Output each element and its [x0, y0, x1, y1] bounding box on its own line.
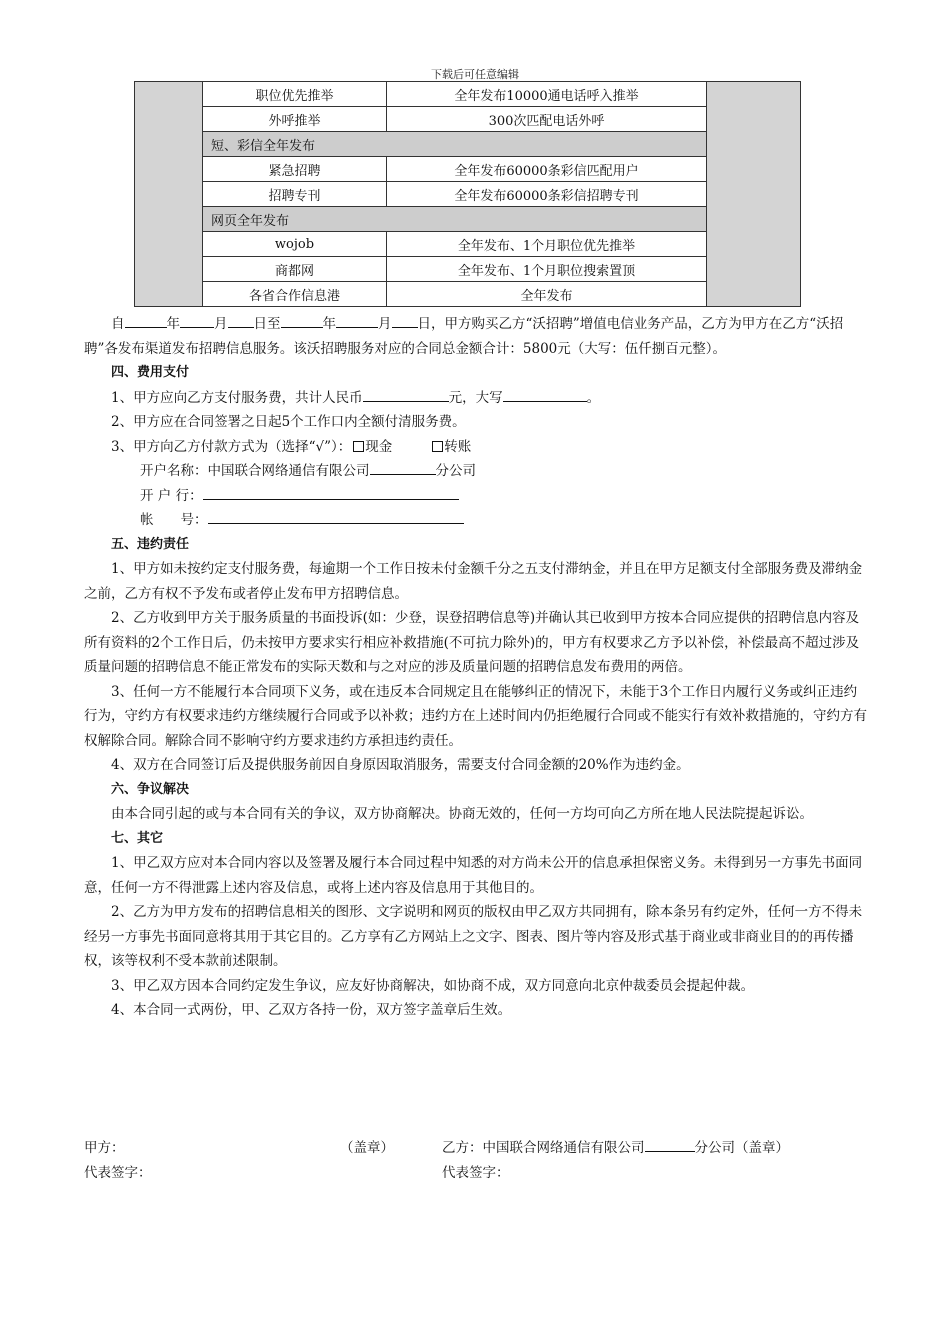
dispute-clause: 由本合同引起的或与本合同有关的争议，双方协商解决。协商无效的，任何一方均可向乙方所在地人民法院提起诉讼。	[111, 806, 813, 822]
table-row	[135, 257, 801, 282]
table-cell-item-description: 全年发布	[387, 282, 707, 307]
checkbox-transfer[interactable]	[432, 441, 443, 452]
breach-clause-3: 3、任何一方不能履行本合同项下义务，或在违反本合同规定且在能够纠正的情况下，未能于3个工作日内履行义务或纠正违约行为，守约方有权要求违约方继续履行合同或予以补救；违约方在上述时间内仍拒绝履行合同或不能实行有效补救措施的，守约方有权解除合同。解除合同不影响守约方要求违约方承担违约责任。	[84, 683, 867, 749]
contract-body	[84, 312, 870, 1023]
signature-block	[84, 1136, 870, 1186]
blank-amount	[363, 387, 449, 402]
party-b-representative: 代表签字：	[442, 1165, 510, 1181]
party-a-label: 甲方：	[84, 1140, 125, 1156]
table-left-shaded-column	[135, 82, 203, 307]
blank-amount-words	[503, 387, 587, 402]
breach-clause-2: 2、乙方收到甲方关于服务质量的书面投诉(如：少登，误登招聘信息等)并确认其已收到甲方按本合同应提供的招聘信息内容及所有资料的2个工作日后，仍未按甲方要求实行相应补救措施(不可抗力除外)的，甲方有权要求乙方予以补偿，补偿最高不超过涉及质量问题的招聘信息不能正常发布的实际天数和与之对应的涉及质量问题的招聘信息发布费用的两倍。	[84, 610, 860, 675]
table-cell-item-description: 全年发布、1个月职位优先推举	[387, 232, 707, 257]
table-right-shaded-column	[707, 82, 801, 307]
table-cell-item-name: 职位优先推举	[203, 82, 387, 107]
blank-branch	[370, 460, 436, 475]
section-heading-payment: 四、费用支付	[111, 365, 190, 380]
payment-item-2: 2、甲方应在合同签署之日起5个工作口内全额付清服务费。	[111, 414, 466, 430]
party-b-label: 乙方：中国联合网络通信有限公司 分公司（盖章）	[442, 1136, 789, 1161]
table-cell-item-description: 全年发布60000条彩信匹配用户	[387, 157, 707, 182]
table-section-row	[135, 207, 801, 232]
blank-account-number	[208, 509, 464, 524]
section-heading-other: 七、其它	[111, 830, 164, 846]
section-heading-breach: 五、违约责任	[111, 536, 190, 552]
party-a-stamp: （盖章）	[340, 1140, 394, 1156]
table-row	[135, 157, 801, 182]
table-row	[135, 232, 801, 257]
table-cell-item-name: 招聘专刊	[203, 182, 387, 207]
table-cell-item-name: 商都网	[203, 257, 387, 282]
account-bank-line: 开 户 行：	[84, 484, 870, 509]
table-cell-item-name: 紧急招聘	[203, 157, 387, 182]
blank-start-year	[125, 313, 167, 328]
other-clause-1: 1、甲乙双方应对本合同内容以及签署及履行本合同过程中知悉的对方尚未公开的信息承担保密义务。未得到另一方事先书面同意，任何一方不得泄露上述内容及信息，或将上述内容及信息用于其他目的。	[84, 855, 863, 896]
table-cell-item-name: 各省合作信息港	[203, 282, 387, 307]
breach-clause-1: 1、甲方如未按约定支付服务费，每逾期一个工作日按未付金额千分之五支付滞纳金，并且在甲方足额支付全部服务费及滞纳金之前，乙方有权不予发布或者停止发布甲方招聘信息。	[84, 561, 863, 602]
table-section-row	[135, 132, 801, 157]
party-a-representative: 代表签字：	[84, 1165, 152, 1181]
checkbox-cash[interactable]	[353, 441, 364, 452]
blank-end-day	[392, 313, 418, 328]
other-clause-3: 3、甲乙双方因本合同约定发生争议，应友好协商解决，如协商不成，双方同意向北京仲裁委员会提起仲裁。	[111, 977, 755, 994]
table-cell-item-name: wojob	[203, 232, 387, 257]
table-cell-item-name: 外呼推举	[203, 107, 387, 132]
blank-start-day	[228, 313, 254, 328]
service-table	[134, 81, 801, 307]
table-cell-item-description: 300次匹配电话外呼	[387, 107, 707, 132]
page-header-note: 下载后可任意编辑	[431, 68, 519, 81]
blank-end-year	[281, 313, 323, 328]
blank-party-b-branch	[645, 1137, 695, 1152]
blank-start-month	[180, 313, 214, 328]
other-clause-2: 2、乙方为甲方发布的招聘信息相关的图形、文字说明和网页的版权由甲乙双方共同拥有，除本条另有约定外，任何一方不得未经另一方事先书面同意将其用于其它目的。乙方享有乙方网站上之文字、图表、图片等内容及形式基于商业或非商业目的的再传播权，该等权利不受本款前述限制。	[84, 904, 863, 969]
table-row	[135, 107, 801, 132]
blank-end-month	[336, 313, 378, 328]
payment-item-3: 3、甲方向乙方付款方式为（选择“√”）： 现金 转账	[111, 438, 472, 455]
blank-bank	[203, 485, 459, 500]
table-section-title: 短、彩信全年发布	[203, 132, 707, 157]
table-cell-item-description: 全年发布60000条彩信招聘专刊	[387, 182, 707, 207]
section-heading-dispute: 六、争议解决	[111, 781, 190, 797]
other-clause-4: 4、本合同一式两份，甲、乙双方各持一份，双方签字盖章后生效。	[111, 1002, 512, 1018]
table-cell-item-description: 全年发布10000通电话呼入推举	[387, 82, 707, 107]
account-number-line: 帐 号：	[84, 508, 870, 533]
breach-clause-4: 4、双方在合同签订后及提供服务前因自身原因取消服务，需要支付合同金额的20%作为违约金。	[111, 757, 690, 773]
table-section-title: 网页全年发布	[203, 207, 707, 232]
table-row	[135, 182, 801, 207]
table-cell-item-description: 全年发布、1个月职位搜索置顶	[387, 257, 707, 282]
payment-item-1: 1、甲方应向乙方支付服务费，共计人民币 元，大写 。	[84, 386, 870, 411]
account-name-line: 开户名称：中国联合网络通信有限公司 分公司	[84, 459, 870, 484]
table-row	[135, 282, 801, 307]
service-period-paragraph: 自 年 月 日至 年 月 日，甲方购买乙方“沃招聘”增值电信业务产品，乙方为甲方在乙方“沃招聘”各发布渠道发布招聘信息服务。该沃招聘服务对应的合同总金额合计：5800元（大写：伍仟捌百元整）。	[84, 312, 870, 361]
table-row	[135, 82, 801, 107]
